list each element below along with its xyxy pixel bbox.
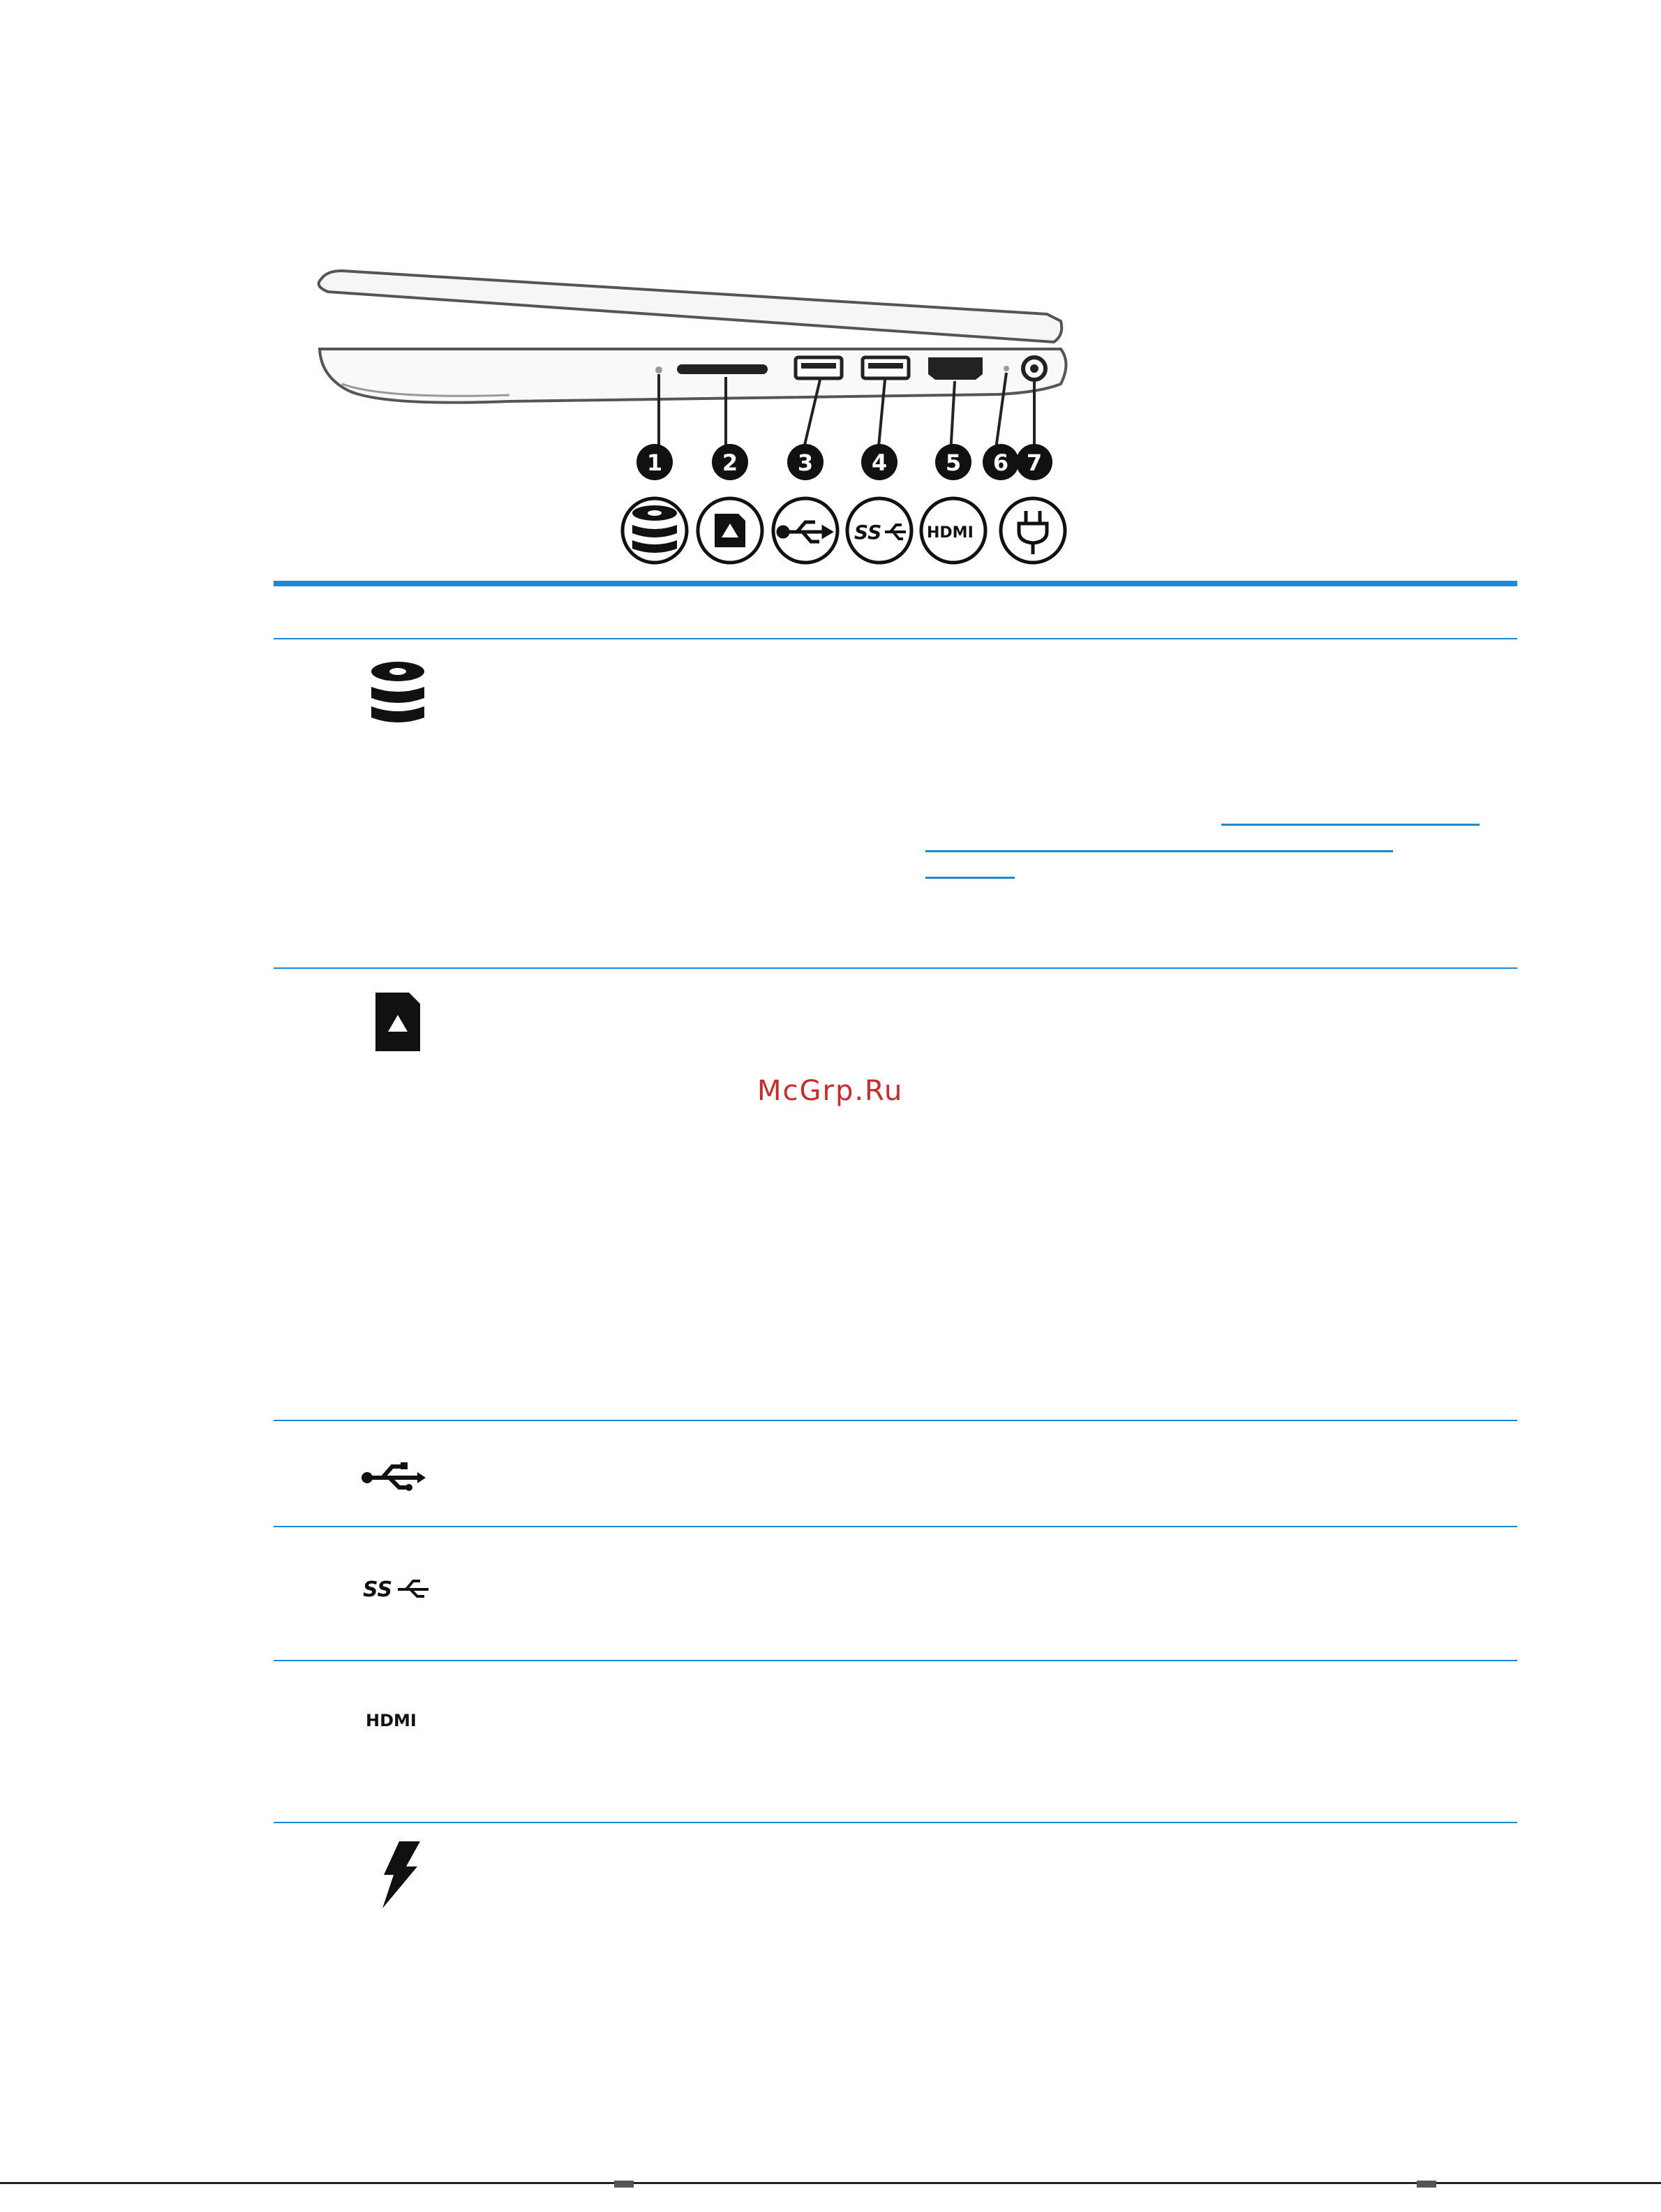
footer-mark: [1417, 2181, 1436, 2188]
callout-3: [787, 444, 824, 480]
drive-light: [655, 366, 662, 373]
callout-number: 1: [646, 450, 663, 476]
callout-2: [712, 444, 748, 480]
callout-5: [935, 444, 971, 480]
hdmi-icon: [927, 524, 974, 542]
page-bottom-rule: [0, 2182, 1661, 2184]
table-top-rule: [274, 581, 1517, 586]
laptop-lid: [319, 271, 1062, 342]
callout-number: 7: [1026, 450, 1043, 476]
link-underline[interactable]: [925, 850, 1393, 852]
superspeed-text: SS: [363, 1578, 393, 1602]
callout-number: 3: [797, 450, 814, 476]
drive-light-icon: [632, 505, 677, 553]
callout-4: [861, 444, 897, 480]
laptop-right-side-figure: [300, 251, 1124, 572]
table-header-rule: [274, 638, 1517, 639]
callout-icons-row: [623, 498, 1065, 563]
ac-adapter-light: [1004, 366, 1009, 371]
callout-number: 6: [992, 450, 1009, 476]
hdmi-text: HDMI: [366, 1711, 417, 1730]
link-underline[interactable]: [925, 877, 1015, 879]
hdmi-port-slot: [928, 357, 983, 380]
callout-1: [636, 444, 673, 480]
memory-card-icon: [715, 514, 745, 547]
footer-mark: [614, 2181, 634, 2188]
superspeed-text: SS: [854, 521, 882, 544]
drive-light-icon: [356, 656, 440, 733]
callout-6: [983, 444, 1019, 480]
power-lightning-icon: [356, 1836, 440, 1913]
hdmi-port-icon: [356, 1677, 440, 1753]
callout-7: [1016, 444, 1052, 480]
row-divider: [274, 1526, 1517, 1527]
row-divider: [274, 1822, 1517, 1823]
callout-numbers: [636, 444, 1052, 480]
usb-superspeed-port-icon: [356, 1545, 440, 1622]
row-divider: [274, 1660, 1517, 1661]
callout-number: 5: [945, 450, 962, 476]
link-underline[interactable]: [1221, 824, 1480, 826]
usb-port-icon: [356, 1435, 440, 1512]
hdmi-text: HDMI: [927, 524, 974, 542]
memory-card-reader-icon: [356, 987, 440, 1064]
row-divider: [274, 967, 1517, 969]
row-divider: [274, 1420, 1517, 1421]
memory-card-slot: [677, 364, 768, 374]
callout-number: 4: [871, 450, 888, 476]
watermark: McGrp.Ru: [757, 1075, 904, 1107]
callout-number: 2: [722, 450, 738, 476]
